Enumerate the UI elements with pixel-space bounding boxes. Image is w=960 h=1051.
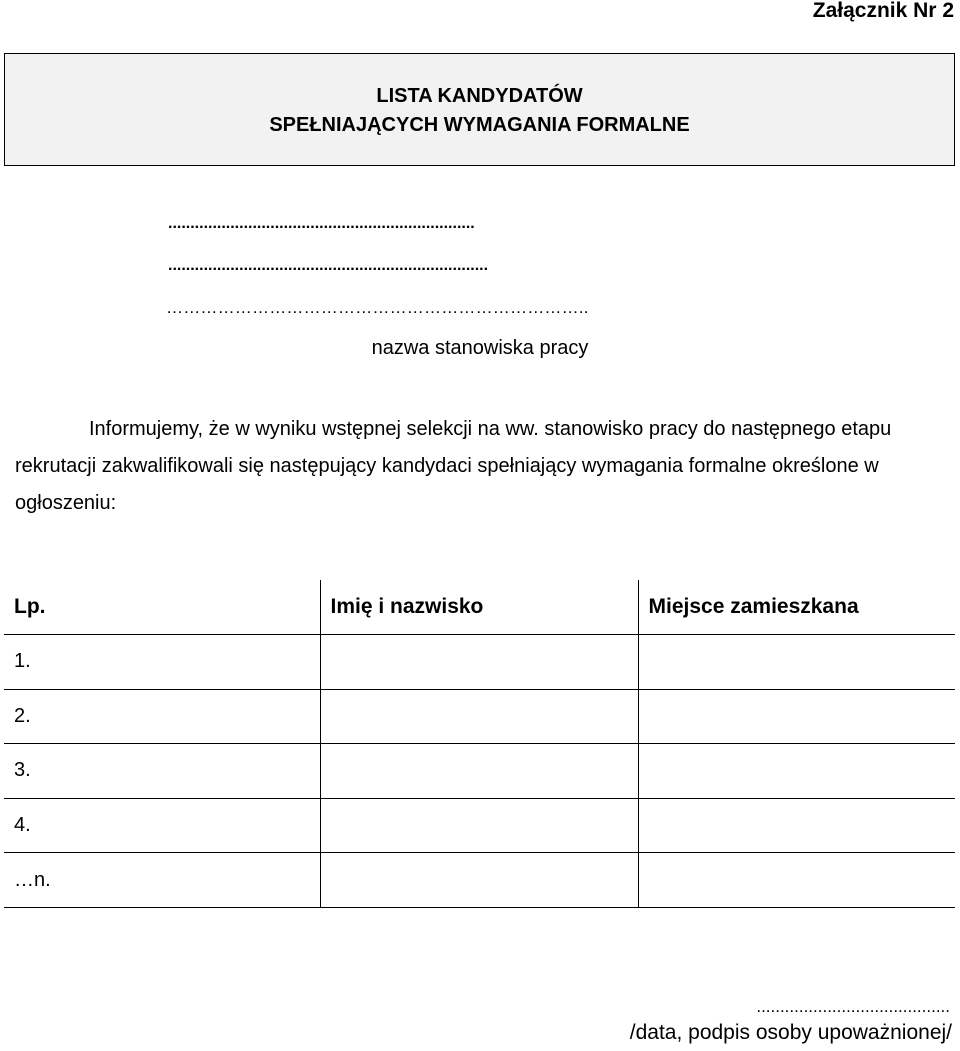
- table-row: [4, 853, 955, 908]
- position-dots-line-3: ………………………………………………………………..: [166, 298, 589, 317]
- table-row: [4, 798, 955, 853]
- table-row: [4, 635, 955, 690]
- header-lp: Lp.: [4, 580, 320, 635]
- title-box: [4, 53, 955, 166]
- table-header-row: [4, 580, 955, 635]
- position-name-label: nazwa stanowiska pracy: [371, 337, 589, 359]
- table-row: [4, 689, 955, 744]
- cell-name: [320, 744, 638, 799]
- cell-residence: [638, 635, 955, 690]
- cell-lp: 2.: [4, 689, 320, 744]
- cell-name: [320, 798, 638, 853]
- cell-residence: [638, 744, 955, 799]
- attachment-label: Załącznik Nr 2: [812, 0, 954, 22]
- title-line-1: LISTA KANDYDATÓW: [376, 85, 583, 107]
- candidates-table: [4, 580, 955, 908]
- cell-lp: 4.: [4, 798, 320, 853]
- table-row: [4, 744, 955, 799]
- signature-label: /data, podpis osoby upoważnionej/: [629, 1021, 952, 1044]
- cell-residence: [638, 853, 955, 908]
- cell-lp: …n.: [4, 853, 320, 908]
- intro-paragraph: Informujemy, że w wyniku wstępnej selekcji na ww. stanowisko pracy do następnego etapu rekrutacji zakwalifikowali się następujący kandydaci spełniający wymagania formalne określone w ogłoszeniu:: [15, 418, 892, 514]
- header-residence: Miejsce zamieszkana: [638, 580, 955, 635]
- cell-name: [320, 689, 638, 744]
- title-line-2: SPEŁNIAJĄCYCH WYMAGANIA FORMALNE: [269, 114, 690, 136]
- cell-name: [320, 635, 638, 690]
- cell-residence: [638, 798, 955, 853]
- cell-lp: 1.: [4, 635, 320, 690]
- position-dots-line-1: .....................................................................: [168, 215, 475, 232]
- position-dots-line-2: ........................................................................: [168, 257, 489, 274]
- cell-lp: 3.: [4, 744, 320, 799]
- cell-name: [320, 853, 638, 908]
- header-name: Imię i nazwisko: [320, 580, 638, 635]
- cell-residence: [638, 689, 955, 744]
- signature-dots: .........................................: [756, 997, 950, 1016]
